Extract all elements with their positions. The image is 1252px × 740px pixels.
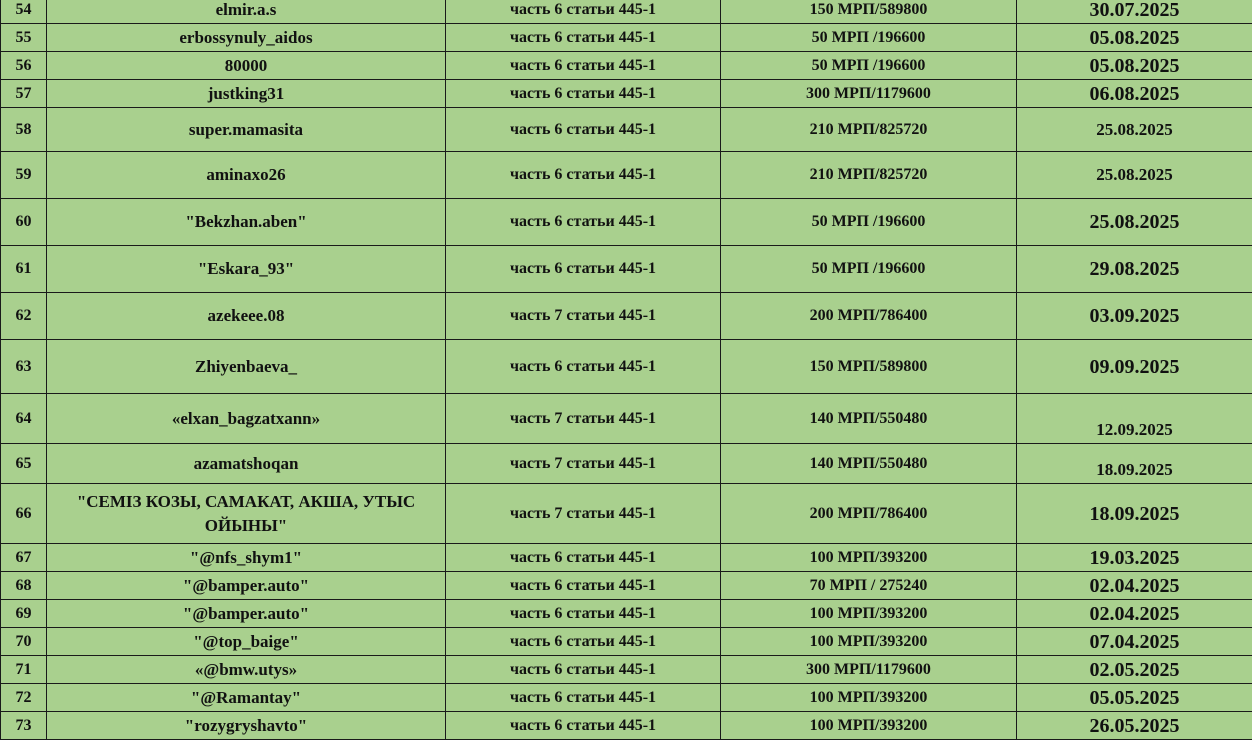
- table-row: [1, 444, 1252, 484]
- article: часть 6 статьи 445-1: [446, 712, 721, 740]
- table-row: [1, 52, 1252, 80]
- row-number: 61: [1, 246, 47, 293]
- account-name: aminaxo26: [47, 152, 446, 199]
- row-number: 56: [1, 52, 47, 80]
- table-row: [1, 712, 1252, 740]
- table-row: [1, 152, 1252, 199]
- article: часть 6 статьи 445-1: [446, 199, 721, 246]
- account-name: «@bmw.utys»: [47, 656, 446, 684]
- article: часть 6 статьи 445-1: [446, 684, 721, 712]
- decision-date: 05.08.2025: [1017, 52, 1252, 80]
- fine-amount: 50 МРП /196600: [721, 52, 1017, 80]
- decision-date: 25.08.2025: [1017, 108, 1252, 152]
- row-number: 59: [1, 152, 47, 199]
- account-name: "СЕМІЗ КОЗЫ, САМАКАТ, АКША, УТЫС ОЙЫНЫ": [47, 484, 446, 544]
- decision-date: 05.05.2025: [1017, 684, 1252, 712]
- article: часть 6 статьи 445-1: [446, 80, 721, 108]
- article: часть 6 статьи 445-1: [446, 600, 721, 628]
- article: часть 6 статьи 445-1: [446, 24, 721, 52]
- article: часть 6 статьи 445-1: [446, 572, 721, 600]
- article: часть 6 статьи 445-1: [446, 246, 721, 293]
- fine-amount: 100 МРП/393200: [721, 712, 1017, 740]
- table-row: [1, 293, 1252, 340]
- table-row: [1, 656, 1252, 684]
- fine-amount: 300 МРП/1179600: [721, 80, 1017, 108]
- table-row: [1, 108, 1252, 152]
- decision-date: 09.09.2025: [1017, 340, 1252, 394]
- row-number: 62: [1, 293, 47, 340]
- row-number: 72: [1, 684, 47, 712]
- article: часть 6 статьи 445-1: [446, 152, 721, 199]
- table-row: [1, 24, 1252, 52]
- row-number: 68: [1, 572, 47, 600]
- fine-amount: 200 МРП/786400: [721, 293, 1017, 340]
- decision-date: 03.09.2025: [1017, 293, 1252, 340]
- article: часть 6 статьи 445-1: [446, 656, 721, 684]
- decision-date: 30.07.2025: [1017, 0, 1252, 24]
- account-name: "@Ramantay": [47, 684, 446, 712]
- article: часть 6 статьи 445-1: [446, 544, 721, 572]
- row-number: 67: [1, 544, 47, 572]
- row-number: 58: [1, 108, 47, 152]
- decision-date: 05.08.2025: [1017, 24, 1252, 52]
- row-number: 63: [1, 340, 47, 394]
- table-row: [1, 572, 1252, 600]
- article: часть 7 статьи 445-1: [446, 394, 721, 444]
- fine-amount: 210 МРП/825720: [721, 108, 1017, 152]
- article: часть 6 статьи 445-1: [446, 340, 721, 394]
- article: часть 6 статьи 445-1: [446, 628, 721, 656]
- fine-amount: 210 МРП/825720: [721, 152, 1017, 199]
- fine-amount: 100 МРП/393200: [721, 628, 1017, 656]
- fines-table-body: [1, 0, 1252, 740]
- account-name: azekeee.08: [47, 293, 446, 340]
- account-name: justking31: [47, 80, 446, 108]
- decision-date: 25.08.2025: [1017, 199, 1252, 246]
- fine-amount: 100 МРП/393200: [721, 600, 1017, 628]
- table-row: [1, 340, 1252, 394]
- decision-date: 25.08.2025: [1017, 152, 1252, 199]
- fine-amount: 150 МРП/589800: [721, 340, 1017, 394]
- decision-date: 06.08.2025: [1017, 80, 1252, 108]
- row-number: 71: [1, 656, 47, 684]
- row-number: 69: [1, 600, 47, 628]
- fine-amount: 200 МРП/786400: [721, 484, 1017, 544]
- table-row: [1, 246, 1252, 293]
- table-row: [1, 80, 1252, 108]
- decision-date: 19.03.2025: [1017, 544, 1252, 572]
- fine-amount: 140 МРП/550480: [721, 444, 1017, 484]
- decision-date: 26.05.2025: [1017, 712, 1252, 740]
- account-name: "@bamper.auto": [47, 600, 446, 628]
- row-number: 57: [1, 80, 47, 108]
- row-number: 64: [1, 394, 47, 444]
- row-number: 65: [1, 444, 47, 484]
- fine-amount: 50 МРП /196600: [721, 199, 1017, 246]
- decision-date: 07.04.2025: [1017, 628, 1252, 656]
- decision-date: 29.08.2025: [1017, 246, 1252, 293]
- account-name: 80000: [47, 52, 446, 80]
- article: часть 6 статьи 445-1: [446, 0, 721, 24]
- fine-amount: 50 МРП /196600: [721, 24, 1017, 52]
- account-name: elmir.a.s: [47, 0, 446, 24]
- table-row: [1, 484, 1252, 544]
- decision-date: 18.09.2025: [1017, 484, 1252, 544]
- row-number: 66: [1, 484, 47, 544]
- account-name: Zhiyenbaeva_: [47, 340, 446, 394]
- article: часть 6 статьи 445-1: [446, 52, 721, 80]
- account-name: "Eskara_93": [47, 246, 446, 293]
- fine-amount: 100 МРП/393200: [721, 544, 1017, 572]
- decision-date: 02.05.2025: [1017, 656, 1252, 684]
- account-name: «elxan_bagzatxann»: [47, 394, 446, 444]
- fine-amount: 140 МРП/550480: [721, 394, 1017, 444]
- decision-date: 02.04.2025: [1017, 572, 1252, 600]
- decision-date: 12.09.2025: [1017, 394, 1252, 444]
- row-number: 55: [1, 24, 47, 52]
- row-number: 70: [1, 628, 47, 656]
- table-row: [1, 0, 1252, 24]
- row-number: 60: [1, 199, 47, 246]
- account-name: erbossynuly_aidos: [47, 24, 446, 52]
- decision-date: 02.04.2025: [1017, 600, 1252, 628]
- article: часть 7 статьи 445-1: [446, 484, 721, 544]
- article: часть 7 статьи 445-1: [446, 444, 721, 484]
- decision-date: 18.09.2025: [1017, 444, 1252, 484]
- fine-amount: 70 МРП / 275240: [721, 572, 1017, 600]
- fine-amount: 300 МРП/1179600: [721, 656, 1017, 684]
- account-name: "@nfs_shym1": [47, 544, 446, 572]
- table-row: [1, 684, 1252, 712]
- account-name: "Bekzhan.aben": [47, 199, 446, 246]
- table-row: [1, 394, 1252, 444]
- account-name: "rozygryshavto": [47, 712, 446, 740]
- table-row: [1, 544, 1252, 572]
- row-number: 73: [1, 712, 47, 740]
- account-name: "@bamper.auto": [47, 572, 446, 600]
- article: часть 7 статьи 445-1: [446, 293, 721, 340]
- fine-amount: 150 МРП/589800: [721, 0, 1017, 24]
- fine-amount: 100 МРП/393200: [721, 684, 1017, 712]
- table-row: [1, 199, 1252, 246]
- fine-amount: 50 МРП /196600: [721, 246, 1017, 293]
- table-row: [1, 628, 1252, 656]
- row-number: 54: [1, 0, 47, 24]
- article: часть 6 статьи 445-1: [446, 108, 721, 152]
- account-name: "@top_baige": [47, 628, 446, 656]
- table-row: [1, 600, 1252, 628]
- account-name: azamatshoqan: [47, 444, 446, 484]
- account-name: super.mamasita: [47, 108, 446, 152]
